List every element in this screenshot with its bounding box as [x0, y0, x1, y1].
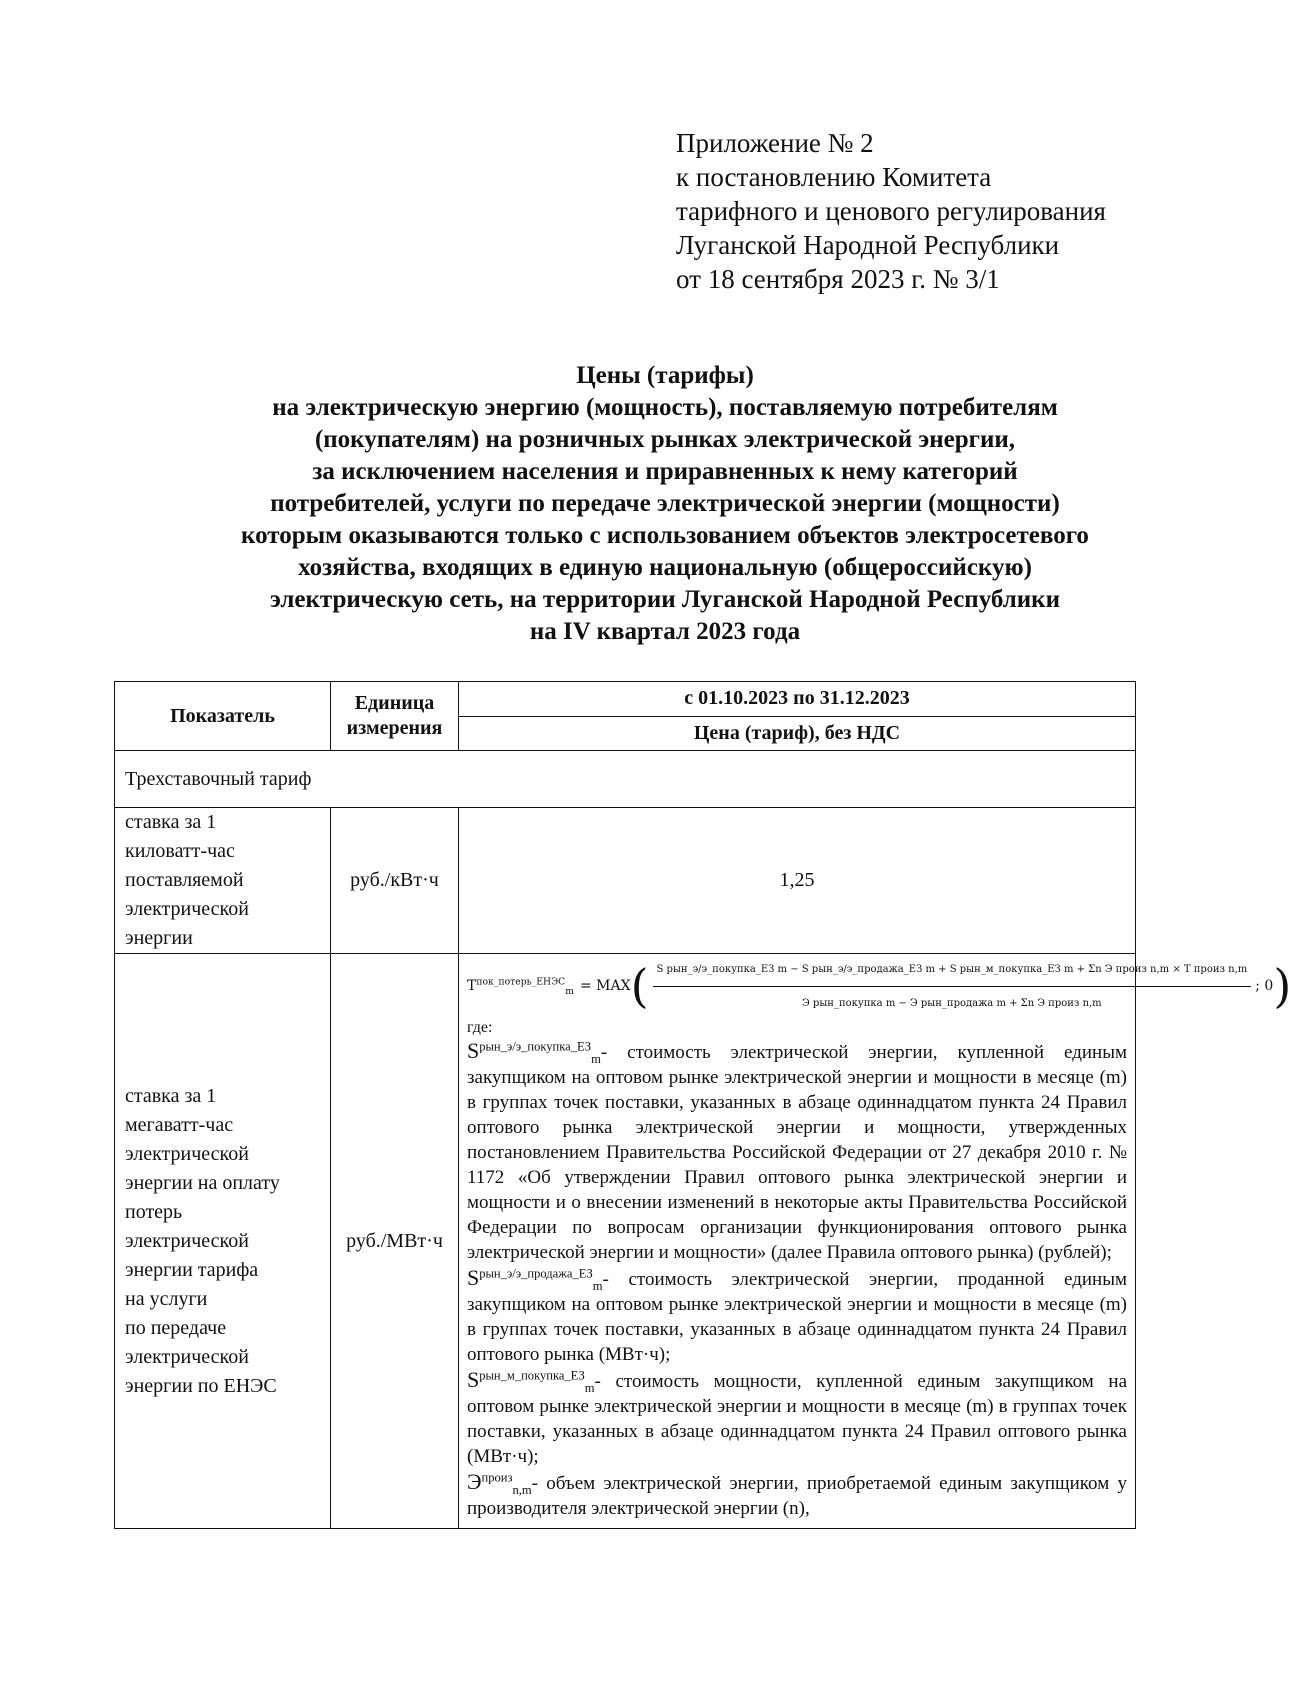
formula-func: = MAX [579, 977, 631, 994]
indicator-line: ставка за 1 [125, 1084, 217, 1107]
formula-numerator: S рын_э/э_покупка_ЕЗ m − S рын_э/э_продажа_ЕЗ m + S рын_м_покупка_ЕЗ m + Σn Э произ n,m × T произ n,m [653, 955, 1252, 987]
row1-value: 1,25 [459, 808, 1136, 954]
appendix-line: тарифного и ценового регулирования [676, 196, 1106, 226]
definition-paragraph [467, 1265, 1127, 1367]
indicator-line: ставка за 1 [125, 811, 217, 833]
appendix-block [676, 126, 1106, 296]
def-text: - объем электрической энергии, приобретаемой единым закупщиком у производителя электрической энергии (n), [467, 1473, 1127, 1519]
row2-description [459, 954, 1291, 1529]
formula-tail: ; 0 [1255, 977, 1274, 994]
indicator-line: энергии по ЕНЭС [125, 1374, 277, 1397]
header-period: с 01.10.2023 по 31.12.2023 [459, 682, 1136, 717]
header-indicator: Показатель [115, 682, 331, 751]
definition-paragraph [467, 1469, 1127, 1521]
def-sup: рын_э/э_продажа_ЕЗ [479, 1266, 593, 1281]
row1-indicator [115, 808, 331, 954]
def-sub: n,m [512, 1482, 532, 1497]
loss-tariff-formula [467, 958, 1291, 1014]
formula-paren-close: ) [1273, 959, 1291, 1013]
indicator-line: энергии [125, 927, 193, 949]
def-sub: m [584, 1380, 595, 1395]
def-sup: произ [481, 1470, 513, 1485]
row1-unit: руб./кВт·ч [331, 808, 459, 954]
title-line: (покупателям) на розничных рынках электрической энергии, [314, 426, 1016, 453]
def-text: - стоимость электрической энергии, проданной единым закупщиком на оптовом рынке электрической энергии и мощности в месяце (m) в группах точек поставки, указанных в абзаце одиннадцатом пункта 24 Правил оптового рынка (МВт·ч); [467, 1269, 1127, 1365]
title-line: на электрическую энергию (мощность), поставляемую потребителям [272, 394, 1058, 421]
appendix-line: Луганской Народной Республики [676, 230, 1060, 260]
indicator-line: электрической [125, 1142, 249, 1165]
def-symbol: S [467, 1038, 480, 1063]
formula-denominator: Э рын_покупка m − Э рын_продажа m + Σn Э произ n,m [802, 997, 1102, 1009]
definition-paragraph [467, 1367, 1127, 1469]
indicator-line: энергии на оплату [125, 1171, 280, 1194]
title-line: которым оказываются только с использованием объектов электросетевого [241, 522, 1089, 549]
row2-indicator [115, 954, 331, 1529]
formula-sub: m [565, 985, 574, 997]
title-line: потребителей, услуги по передаче электрической энергии (мощности) [270, 490, 1060, 517]
indicator-line: потерь [125, 1200, 183, 1223]
indicator-line: электрической [125, 898, 249, 920]
appendix-line: Приложение № 2 [676, 128, 874, 158]
definition-paragraph [467, 1038, 1127, 1265]
def-text: - стоимость мощности, купленной единым закупщиком на оптовом рынке электрической энергии и мощности в месяце (m) в группах точек поставки, указанных в абзаце одиннадцатом пункта 24 Правил оптового рынка (МВт·ч); [467, 1371, 1127, 1467]
def-symbol: S [467, 1367, 480, 1392]
header-price: Цена (тариф), без НДС [459, 716, 1136, 751]
row2-unit: руб./МВт·ч [331, 954, 459, 1529]
indicator-line: по передаче [125, 1316, 227, 1339]
indicator-line: на услуги [125, 1287, 208, 1310]
def-text: - стоимость электрической энергии, купленной единым закупщиком на оптовом рынке электрической энергии и мощности в месяце (m) в группах точек поставки, указанных в абзаце одиннадцатом пункта 24 Правил оптового рынка электрической энергии и мощности, утвержденных постановлением Правительства Российской Федерации от 27 декабря 2010 г. № 1172 «Об утверждении Правил оптового рынка электрической энергии и мощности и о внесении изменений в некоторые акты Правительства Российской Федерации по вопросам организации функционирования оптового рынка электрической энергии и мощности» (далее Правила оптового рынка) (рублей); [467, 1042, 1127, 1263]
def-symbol: S [467, 1265, 480, 1290]
def-symbol: Э [467, 1469, 482, 1494]
section-three-rate-tariff: Трехставочный тариф [115, 751, 1136, 808]
def-sup: рын_э/э_покупка_ЕЗ [479, 1039, 592, 1054]
title-line: на IV квартал 2023 года [529, 618, 801, 645]
indicator-line: электрической [125, 1345, 249, 1368]
header-unit: Единица измерения [331, 682, 459, 751]
formula-paren-open: ( [630, 959, 649, 1013]
formula-fraction [653, 955, 1252, 1018]
title-line: Цены (тарифы) [576, 362, 754, 389]
indicator-line: энергии тарифа [125, 1258, 259, 1281]
formula-symbol: T [467, 977, 477, 994]
tariff-table [114, 681, 1291, 1529]
formula-lhs [467, 972, 574, 1001]
def-sub: m [592, 1278, 603, 1293]
def-sub: m [591, 1051, 601, 1066]
title-line: за исключением населения и приравненных к нему категорий [312, 458, 1018, 485]
indicator-line: киловатт-час [125, 840, 235, 862]
appendix-line: от 18 сентября 2023 г. № 3/1 [676, 264, 1000, 294]
indicator-line: поставляемой [125, 869, 244, 891]
document-title [110, 360, 1220, 648]
indicator-line: электрической [125, 1229, 249, 1252]
def-sup: рын_м_покупка_ЕЗ [479, 1368, 585, 1383]
indicator-line: мегаватт-час [125, 1113, 234, 1136]
formula-sup: пок_потерь_ЕНЭС [476, 975, 566, 987]
title-line: хозяйства, входящих в единую национальную (общероссийскую) [298, 554, 1032, 581]
title-line: электрическую сеть, на территории Луганской Народной Республики [270, 586, 1060, 613]
where-label: где: [467, 1019, 493, 1036]
appendix-line: к постановлению Комитета [676, 162, 992, 192]
